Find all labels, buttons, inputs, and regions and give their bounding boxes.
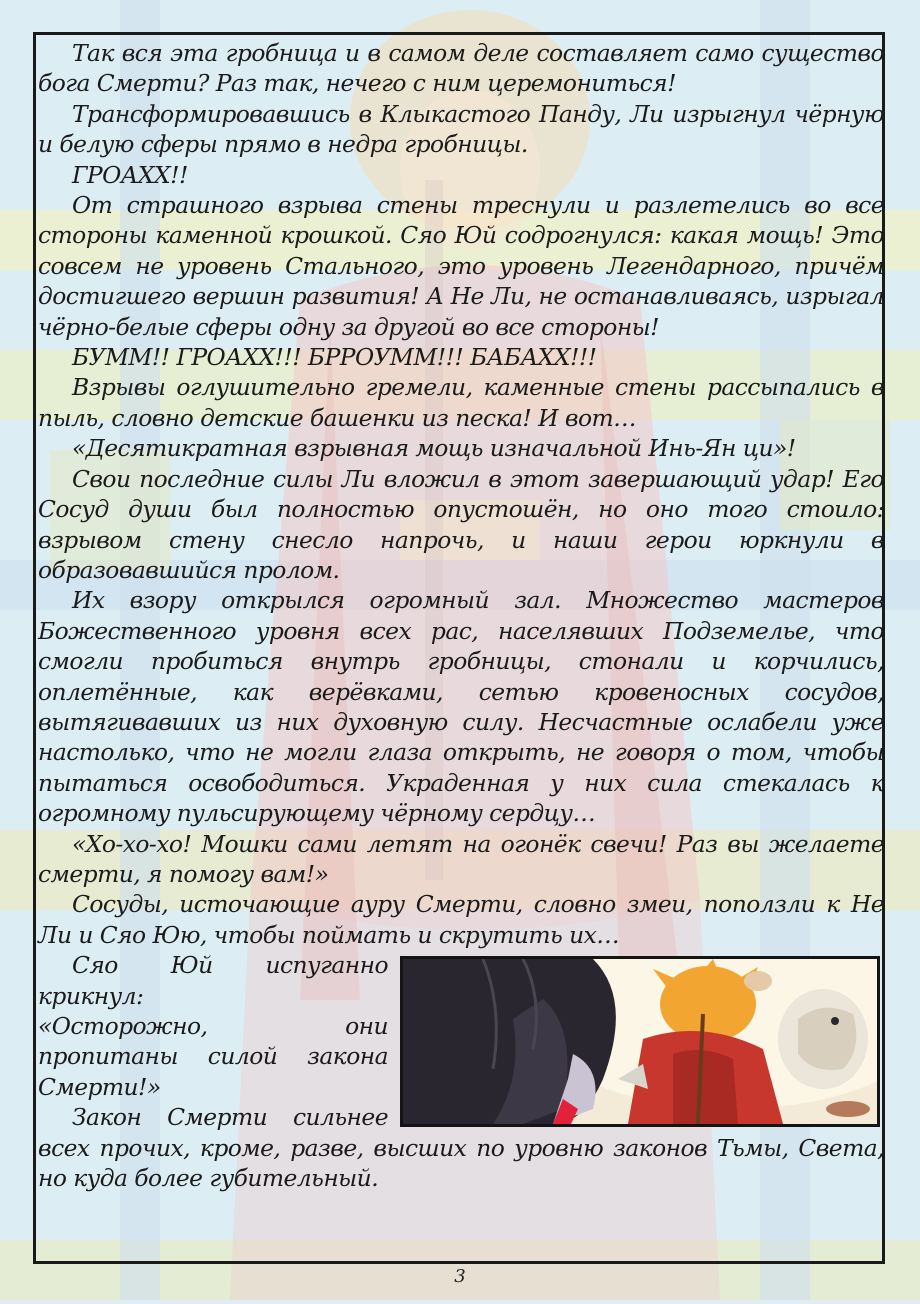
paragraph: Свои последние силы Ли вложил в этот завершающий удар! Его Сосуд души был полностью опустошён, но оно того стоило: взрывом стену снесло напрочь, и наши герои юркнули в образовавшийся пролом. xyxy=(38,464,884,584)
paragraph: Сосуды, источающие ауру Смерти, словно змеи, поползли к Не Ли и Сяо Юю, чтобы поймать и скрутить их… xyxy=(38,890,884,949)
paragraph: Трансформировавшись в Клыкастого Панду, Ли изрыгнул чёрную и белую сферы прямо в недра гробницы. xyxy=(38,99,884,159)
paragraph: «Осторожно, они пропитаны силой закона Смерти!» xyxy=(38,1012,388,1101)
comic-panel-illustration xyxy=(400,956,880,1127)
paragraph: Закон Смерти сильнее всех прочих, кроме, разве, высших по уровню законов Тьмы, Света, но куда более губительный. xyxy=(38,1103,884,1193)
paragraph: ГРОАХХ!! xyxy=(72,160,188,189)
paragraph: «Десятикратная взрывная мощь изначальной Инь-Ян ци»! xyxy=(72,434,796,463)
paragraph: Их взору открылся огромный зал. Множество мастеров Божественного уровня всех рас, населявших Подземелье, что смогли пробиться внутрь гробницы, стонали и корчились, оплетённые, как верёвками, сетью кровеносных сосудов, вытягивавших из них духовную силу. Несчастные ослабели уже настолько, что не могли глаза открыть, не говоря о том, чтобы пытаться освободиться. Украденная у них сила стекалась к огромному пульсирующему чёрному сердцу… xyxy=(38,586,884,828)
paragraph: БУММ!! ГРОАХХ!!! БРРОУММ!!! БАБАХХ!!! xyxy=(72,343,597,372)
text-body xyxy=(38,38,884,1260)
paragraph: От страшного взрыва стены треснули и разлетелись во все стороны каменной крошкой. Сяо Юй содрогнулся: какая мощь! Это совсем не уровень Стального, это уровень Легендарного, причём достигшего вершин развития! А Не Ли, не останавливаясь, изрыгал чёрно-белые сферы одну за другой во все стороны! xyxy=(38,191,884,341)
paragraph: Так вся эта гробница и в самом деле составляет само существо бога Смерти? Раз так, нечего с ним церемониться! xyxy=(38,39,884,98)
page-number: 3 xyxy=(454,1266,466,1287)
paragraph: Сяо Юй испуганно крикнул: xyxy=(38,951,388,1010)
paragraph: «Хо-хо-хо! Мошки сами летят на огонёк свечи! Раз вы желаете смерти, я помогу вам!» xyxy=(38,829,884,888)
paragraph: Взрывы оглушительно гремели, каменные стены рассыпались в пыль, словно детские башенки из песка! И вот… xyxy=(38,373,884,432)
